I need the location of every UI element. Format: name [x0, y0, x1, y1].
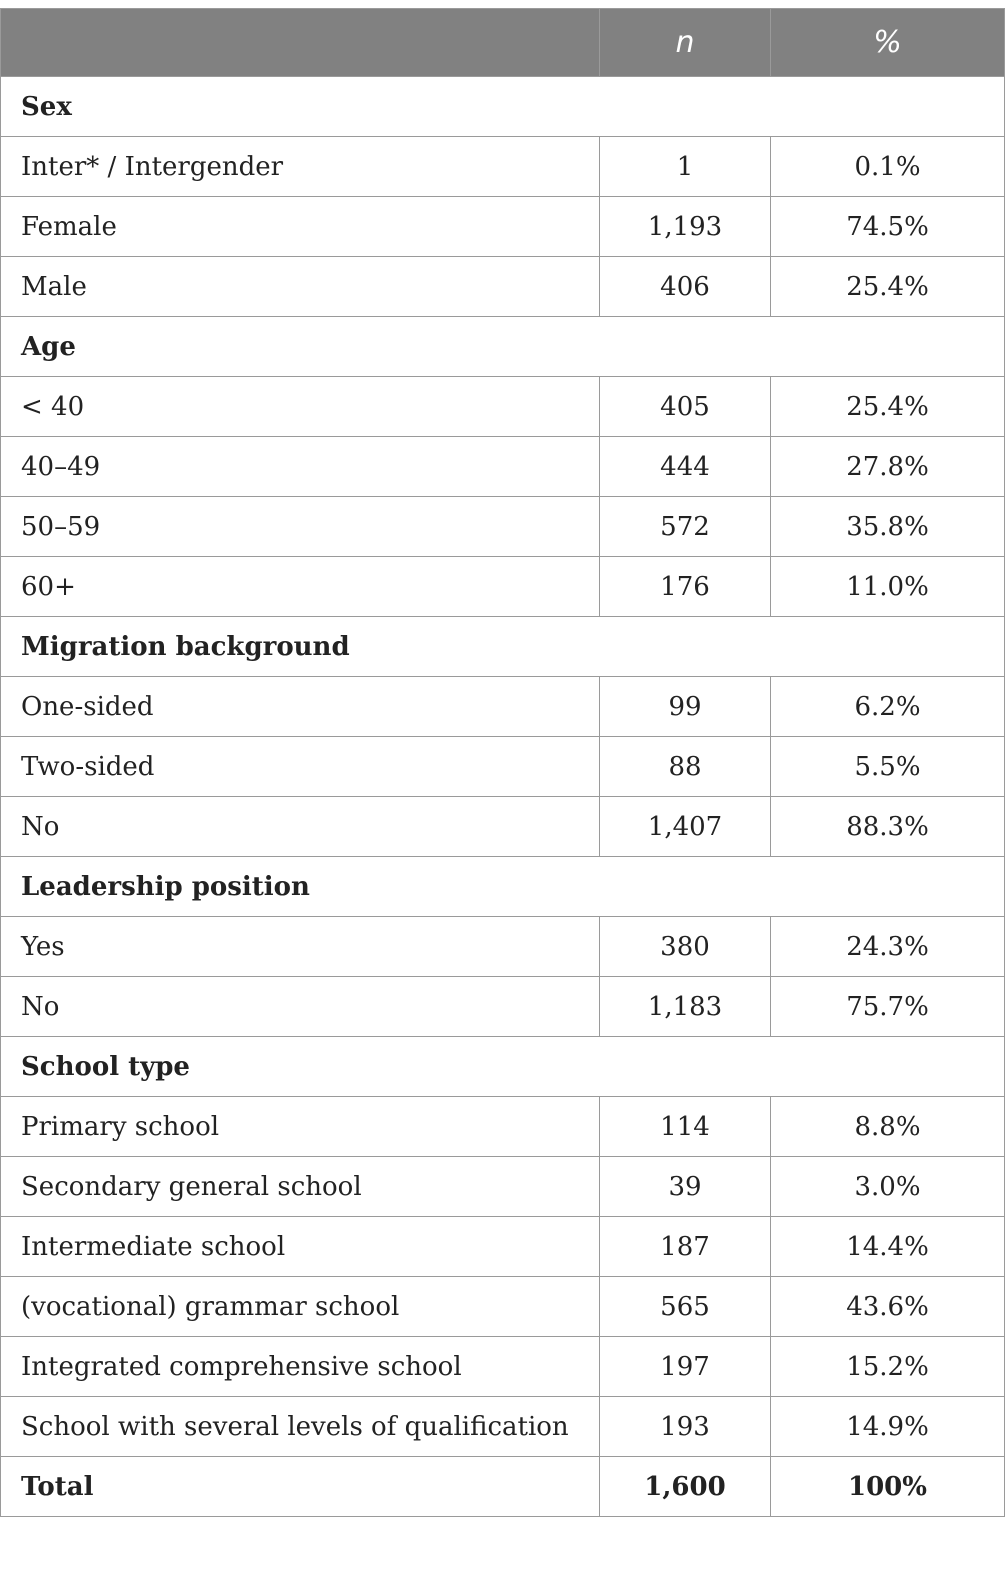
total-row: [1, 1457, 1005, 1517]
table-header: [1, 9, 1005, 77]
row-label: Two-sided: [1, 737, 600, 797]
row-n: 1,183: [600, 977, 771, 1037]
table-row: [1, 197, 1005, 257]
section-header-row: [1, 317, 1005, 377]
row-n: 176: [600, 557, 771, 617]
row-n: 99: [600, 677, 771, 737]
row-label: No: [1, 797, 600, 857]
row-label: School with several levels of qualification: [1, 1397, 600, 1457]
row-n: 197: [600, 1337, 771, 1397]
header-pct-cell: %: [771, 9, 1005, 77]
section-header-row: [1, 1037, 1005, 1097]
row-label: 60+: [1, 557, 600, 617]
row-pct: 14.9%: [771, 1397, 1005, 1457]
row-n: 1: [600, 137, 771, 197]
table-body: [1, 77, 1005, 1517]
row-label: One-sided: [1, 677, 600, 737]
row-label: Integrated comprehensive school: [1, 1337, 600, 1397]
table-row: [1, 1157, 1005, 1217]
row-pct: 35.8%: [771, 497, 1005, 557]
table-row: [1, 257, 1005, 317]
row-n: 114: [600, 1097, 771, 1157]
row-pct: 25.4%: [771, 257, 1005, 317]
table-row: [1, 437, 1005, 497]
table-row: [1, 1097, 1005, 1157]
section-title: Age: [1, 317, 1005, 377]
section-header-row: [1, 77, 1005, 137]
row-n: 406: [600, 257, 771, 317]
row-n: 193: [600, 1397, 771, 1457]
header-row: [1, 9, 1005, 77]
section-header-row: [1, 857, 1005, 917]
section-title: Migration background: [1, 617, 1005, 677]
row-n: 572: [600, 497, 771, 557]
row-pct: 0.1%: [771, 137, 1005, 197]
row-label: (vocational) grammar school: [1, 1277, 600, 1337]
total-label: Total: [1, 1457, 600, 1517]
row-pct: 6.2%: [771, 677, 1005, 737]
total-pct: 100%: [771, 1457, 1005, 1517]
row-n: 405: [600, 377, 771, 437]
section-header-row: [1, 617, 1005, 677]
row-pct: 74.5%: [771, 197, 1005, 257]
row-n: 565: [600, 1277, 771, 1337]
row-pct: 24.3%: [771, 917, 1005, 977]
row-n: 187: [600, 1217, 771, 1277]
row-label: Secondary general school: [1, 1157, 600, 1217]
row-pct: 88.3%: [771, 797, 1005, 857]
section-title: Sex: [1, 77, 1005, 137]
table-row: [1, 1277, 1005, 1337]
table-row: [1, 797, 1005, 857]
demographics-table: [0, 8, 1005, 1517]
row-pct: 8.8%: [771, 1097, 1005, 1157]
table-row: [1, 497, 1005, 557]
row-label: 50–59: [1, 497, 600, 557]
row-pct: 11.0%: [771, 557, 1005, 617]
row-label: Primary school: [1, 1097, 600, 1157]
table-row: [1, 1397, 1005, 1457]
table-row: [1, 137, 1005, 197]
row-label: 40–49: [1, 437, 600, 497]
row-pct: 14.4%: [771, 1217, 1005, 1277]
row-label: < 40: [1, 377, 600, 437]
row-n: 444: [600, 437, 771, 497]
row-label: Inter* / Intergender: [1, 137, 600, 197]
row-label: Female: [1, 197, 600, 257]
row-n: 380: [600, 917, 771, 977]
total-n: 1,600: [600, 1457, 771, 1517]
row-n: 1,407: [600, 797, 771, 857]
row-pct: 25.4%: [771, 377, 1005, 437]
table-row: [1, 557, 1005, 617]
header-label-cell: [1, 9, 600, 77]
row-label: Intermediate school: [1, 1217, 600, 1277]
table-row: [1, 977, 1005, 1037]
row-n: 39: [600, 1157, 771, 1217]
row-pct: 5.5%: [771, 737, 1005, 797]
row-label: Yes: [1, 917, 600, 977]
row-n: 1,193: [600, 197, 771, 257]
header-n-cell: n: [600, 9, 771, 77]
row-n: 88: [600, 737, 771, 797]
row-label: Male: [1, 257, 600, 317]
table-row: [1, 737, 1005, 797]
table-row: [1, 1217, 1005, 1277]
table-row: [1, 377, 1005, 437]
section-title: Leadership position: [1, 857, 1005, 917]
row-pct: 43.6%: [771, 1277, 1005, 1337]
row-pct: 75.7%: [771, 977, 1005, 1037]
section-title: School type: [1, 1037, 1005, 1097]
row-label: No: [1, 977, 600, 1037]
table-row: [1, 1337, 1005, 1397]
row-pct: 15.2%: [771, 1337, 1005, 1397]
row-pct: 3.0%: [771, 1157, 1005, 1217]
table-row: [1, 677, 1005, 737]
table-row: [1, 917, 1005, 977]
row-pct: 27.8%: [771, 437, 1005, 497]
